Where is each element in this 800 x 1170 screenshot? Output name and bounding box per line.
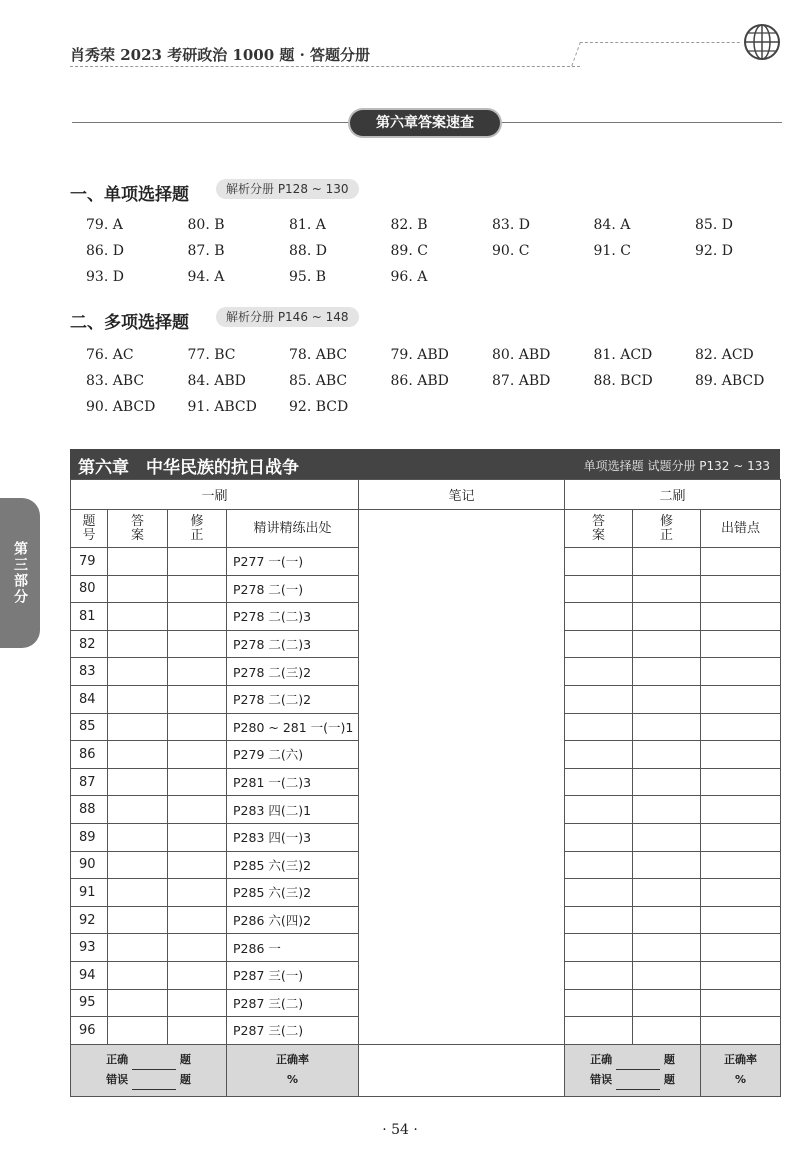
multi-choice-ref: 解析分册 P146 ~ 148	[216, 307, 359, 327]
answer-item: 85. D	[695, 217, 733, 233]
row-no: 80	[71, 575, 108, 603]
answer-item: 85. ABC	[289, 373, 348, 389]
row-fix2-cell[interactable]	[633, 934, 701, 962]
row-answer2-cell[interactable]	[565, 879, 633, 907]
row-source: P287 三(二)	[227, 1017, 359, 1045]
answer-item: 81. ACD	[593, 347, 653, 363]
second-score: 正确 题 错误 题	[565, 1044, 701, 1096]
row-answer-cell[interactable]	[108, 575, 168, 603]
row-error-cell[interactable]	[701, 713, 781, 741]
row-source: P287 三(二)	[227, 989, 359, 1017]
answer-item: 78. ABC	[289, 347, 348, 363]
row-answer-cell[interactable]	[108, 658, 168, 686]
answer-item: 80. B	[187, 217, 225, 233]
part-side-tab: 第三部分	[0, 498, 40, 648]
row-fix-cell[interactable]	[168, 658, 227, 686]
answer-item: 90. C	[492, 243, 530, 259]
row-answer2-cell[interactable]	[565, 658, 633, 686]
row-answer-cell[interactable]	[108, 879, 168, 907]
row-fix-cell[interactable]	[168, 713, 227, 741]
row-answer2-cell[interactable]	[565, 603, 633, 631]
row-fix-cell[interactable]	[168, 961, 227, 989]
answer-item: 80. ABD	[492, 347, 551, 363]
first-rate: 正确率 %	[227, 1044, 359, 1096]
row-error-cell[interactable]	[701, 823, 781, 851]
row-fix2-cell[interactable]	[633, 851, 701, 879]
answer-item: 83. D	[492, 217, 530, 233]
chapter-title: 第六章 中华民族的抗日战争	[78, 458, 299, 478]
answer-item: 84. A	[593, 217, 631, 233]
header-divider	[70, 66, 580, 67]
col-fix: 修正	[168, 510, 227, 548]
notes-header: 笔记	[359, 480, 565, 510]
col-no: 题号	[71, 510, 108, 548]
row-source: P277 一(一)	[227, 548, 359, 576]
answer-item: 76. AC	[86, 347, 134, 363]
notes-area[interactable]	[359, 510, 565, 1045]
row-answer2-cell[interactable]	[565, 1017, 633, 1045]
multi-choice-title: 二、多项选择题	[70, 313, 189, 333]
single-choice-ref: 解析分册 P128 ~ 130	[216, 179, 359, 199]
answer-item: 87. B	[187, 243, 225, 259]
single-choice-answers	[86, 215, 797, 287]
row-fix-cell[interactable]	[168, 603, 227, 631]
answer-item: 94. A	[187, 269, 225, 285]
second-pass-header: 二刷	[565, 480, 781, 510]
row-answer-cell[interactable]	[108, 630, 168, 658]
row-source: P283 四(二)1	[227, 796, 359, 824]
row-no: 92	[71, 906, 108, 934]
row-fix-cell[interactable]	[168, 1017, 227, 1045]
row-error-cell[interactable]	[701, 685, 781, 713]
row-source: P278 二(三)2	[227, 658, 359, 686]
row-fix-cell[interactable]	[168, 879, 227, 907]
row-fix-cell[interactable]	[168, 989, 227, 1017]
row-answer2-cell[interactable]	[565, 575, 633, 603]
row-fix2-cell[interactable]	[633, 548, 701, 576]
multi-choice-answers	[86, 345, 797, 417]
row-fix2-cell[interactable]	[633, 823, 701, 851]
col-answer-2: 答案	[565, 510, 633, 548]
row-no: 88	[71, 796, 108, 824]
row-fix-cell[interactable]	[168, 630, 227, 658]
answer-item: 95. B	[289, 269, 327, 285]
row-no: 93	[71, 934, 108, 962]
row-error-cell[interactable]	[701, 961, 781, 989]
header-title: 肖秀荣 2023 考研政治 1000 题 · 答题分册	[70, 46, 371, 64]
answer-item: 96. A	[390, 269, 428, 285]
row-answer-cell[interactable]	[108, 603, 168, 631]
row-fix2-cell[interactable]	[633, 575, 701, 603]
row-fix2-cell[interactable]	[633, 685, 701, 713]
answer-item: 92. BCD	[289, 399, 349, 415]
summary-row	[71, 1044, 781, 1096]
row-fix-cell[interactable]	[168, 548, 227, 576]
row-no: 82	[71, 630, 108, 658]
row-fix-cell[interactable]	[168, 575, 227, 603]
row-no: 89	[71, 823, 108, 851]
row-source: P278 二(二)3	[227, 603, 359, 631]
row-no: 81	[71, 603, 108, 631]
row-answer2-cell[interactable]	[565, 713, 633, 741]
answer-item: 77. BC	[187, 347, 236, 363]
row-answer2-cell[interactable]	[565, 768, 633, 796]
first-pass-header: 一刷	[71, 480, 359, 510]
answer-item: 86. D	[86, 243, 124, 259]
row-answer-cell[interactable]	[108, 823, 168, 851]
row-answer-cell[interactable]	[108, 796, 168, 824]
row-answer2-cell[interactable]	[565, 851, 633, 879]
first-score: 正确 题 错误 题	[71, 1044, 227, 1096]
row-fix-cell[interactable]	[168, 796, 227, 824]
row-answer-cell[interactable]	[108, 685, 168, 713]
page-number: · 54 ·	[382, 1122, 418, 1138]
row-no: 79	[71, 548, 108, 576]
answer-item: 86. ABD	[390, 373, 449, 389]
answer-item: 88. D	[289, 243, 327, 259]
row-answer2-cell[interactable]	[565, 741, 633, 769]
row-answer2-cell[interactable]	[565, 548, 633, 576]
row-answer-cell[interactable]	[108, 713, 168, 741]
row-fix2-cell[interactable]	[633, 603, 701, 631]
answer-item: 79. ABD	[390, 347, 449, 363]
row-error-cell[interactable]	[701, 906, 781, 934]
row-no: 83	[71, 658, 108, 686]
row-fix2-cell[interactable]	[633, 906, 701, 934]
row-error-cell[interactable]	[701, 768, 781, 796]
row-answer-cell[interactable]	[108, 934, 168, 962]
answer-item: 89. ABCD	[695, 373, 765, 389]
row-source: P278 二(二)2	[227, 685, 359, 713]
row-source: P280 ~ 281 一(一)1	[227, 713, 359, 741]
answer-item: 90. ABCD	[86, 399, 156, 415]
answer-item: 88. BCD	[593, 373, 653, 389]
row-no: 91	[71, 879, 108, 907]
row-source: P285 六(三)2	[227, 879, 359, 907]
row-answer2-cell[interactable]	[565, 685, 633, 713]
single-choice-title: 一、单项选择题	[70, 185, 189, 205]
row-no: 87	[71, 768, 108, 796]
row-no: 96	[71, 1017, 108, 1045]
row-source: P286 六(四)2	[227, 906, 359, 934]
row-error-cell[interactable]	[701, 548, 781, 576]
globe-icon	[742, 22, 782, 62]
answer-item: 93. D	[86, 269, 124, 285]
notes-footer	[359, 1044, 565, 1096]
row-answer2-cell[interactable]	[565, 989, 633, 1017]
table-header-bar	[70, 449, 780, 479]
answer-item: 82. ACD	[695, 347, 754, 363]
row-fix-cell[interactable]	[168, 685, 227, 713]
answer-item: 81. A	[289, 217, 326, 233]
row-fix2-cell[interactable]	[633, 961, 701, 989]
row-no: 85	[71, 713, 108, 741]
row-fix-cell[interactable]	[168, 823, 227, 851]
row-error-cell[interactable]	[701, 989, 781, 1017]
row-answer-cell[interactable]	[108, 851, 168, 879]
row-answer2-cell[interactable]	[565, 823, 633, 851]
row-no: 95	[71, 989, 108, 1017]
answer-item: 79. A	[86, 217, 123, 233]
row-answer-cell[interactable]	[108, 961, 168, 989]
row-fix-cell[interactable]	[168, 768, 227, 796]
row-source: P287 三(一)	[227, 961, 359, 989]
row-source: P286 一	[227, 934, 359, 962]
answer-item: 89. C	[390, 243, 428, 259]
col-answer: 答案	[108, 510, 168, 548]
col-fix-2: 修正	[633, 510, 701, 548]
row-fix2-cell[interactable]	[633, 713, 701, 741]
row-answer2-cell[interactable]	[565, 934, 633, 962]
row-fix2-cell[interactable]	[633, 796, 701, 824]
row-source: P278 二(一)	[227, 575, 359, 603]
row-answer2-cell[interactable]	[565, 630, 633, 658]
row-fix2-cell[interactable]	[633, 768, 701, 796]
col-source: 精讲精练出处	[227, 510, 359, 548]
row-error-cell[interactable]	[701, 879, 781, 907]
col-error: 出错点	[701, 510, 781, 548]
row-fix2-cell[interactable]	[633, 1017, 701, 1045]
row-error-cell[interactable]	[701, 603, 781, 631]
row-answer2-cell[interactable]	[565, 906, 633, 934]
row-error-cell[interactable]	[701, 934, 781, 962]
row-answer2-cell[interactable]	[565, 796, 633, 824]
row-fix-cell[interactable]	[168, 741, 227, 769]
row-error-cell[interactable]	[701, 630, 781, 658]
row-answer-cell[interactable]	[108, 989, 168, 1017]
row-fix2-cell[interactable]	[633, 879, 701, 907]
row-error-cell[interactable]	[701, 741, 781, 769]
answer-item: 92. D	[695, 243, 733, 259]
row-error-cell[interactable]	[701, 575, 781, 603]
row-error-cell[interactable]	[701, 851, 781, 879]
answer-item: 84. ABD	[187, 373, 246, 389]
row-source: P279 二(六)	[227, 741, 359, 769]
row-fix2-cell[interactable]	[633, 630, 701, 658]
row-fix2-cell[interactable]	[633, 741, 701, 769]
second-rate: 正确率 %	[701, 1044, 781, 1096]
answer-banner: 第六章答案速查	[350, 110, 500, 136]
row-no: 90	[71, 851, 108, 879]
row-no: 86	[71, 741, 108, 769]
row-source: P283 四(一)3	[227, 823, 359, 851]
review-table	[70, 449, 780, 1097]
row-error-cell[interactable]	[701, 1017, 781, 1045]
answer-item: 87. ABD	[492, 373, 551, 389]
chapter-ref: 单项选择题 试题分册 P132 ~ 133	[583, 459, 770, 473]
answer-item: 91. C	[593, 243, 631, 259]
row-fix-cell[interactable]	[168, 851, 227, 879]
row-error-cell[interactable]	[701, 658, 781, 686]
row-source: P285 六(三)2	[227, 851, 359, 879]
row-answer2-cell[interactable]	[565, 961, 633, 989]
row-answer-cell[interactable]	[108, 768, 168, 796]
row-answer-cell[interactable]	[108, 906, 168, 934]
row-no: 84	[71, 685, 108, 713]
row-fix-cell[interactable]	[168, 934, 227, 962]
header-divider-slant	[571, 42, 740, 66]
row-fix-cell[interactable]	[168, 906, 227, 934]
row-answer-cell[interactable]	[108, 548, 168, 576]
row-answer-cell[interactable]	[108, 741, 168, 769]
row-source: P281 一(二)3	[227, 768, 359, 796]
row-source: P278 二(二)3	[227, 630, 359, 658]
row-fix2-cell[interactable]	[633, 658, 701, 686]
answer-item: 91. ABCD	[187, 399, 257, 415]
row-error-cell[interactable]	[701, 796, 781, 824]
answer-item: 82. B	[390, 217, 428, 233]
row-no: 94	[71, 961, 108, 989]
row-answer-cell[interactable]	[108, 1017, 168, 1045]
answer-item: 83. ABC	[86, 373, 145, 389]
answer-grid	[70, 479, 781, 1097]
row-fix2-cell[interactable]	[633, 989, 701, 1017]
